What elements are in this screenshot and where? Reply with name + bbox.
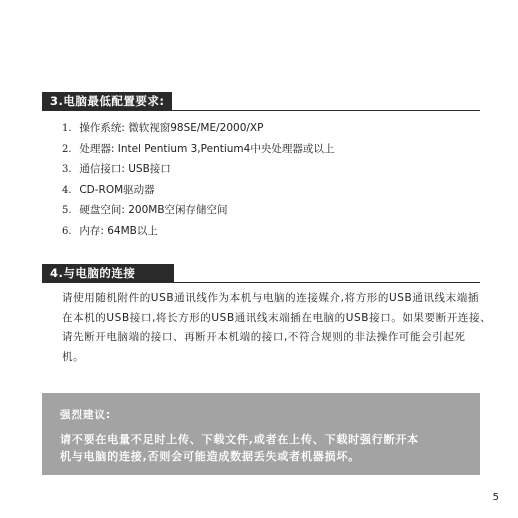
list-item xyxy=(62,121,334,142)
list-item xyxy=(62,183,334,204)
list-item-number: 5. xyxy=(62,205,72,216)
list-item-text: 通信接口: USB接口 xyxy=(79,163,171,175)
list-item-text: 操作系统: 微软视窗98SE/ME/2000/XP xyxy=(79,122,264,134)
warning-title: 强烈建议: xyxy=(60,409,112,421)
section-3-header xyxy=(42,92,480,110)
warning-line: 请不要在电量不足时上传、下载文件,或者在上传、下载时强行断开本 xyxy=(60,433,419,446)
connection-paragraph xyxy=(62,289,490,367)
paragraph-line: 机。 xyxy=(62,350,85,363)
section-4-title: 4.与电脑的连接 xyxy=(42,264,174,282)
section-4-header xyxy=(42,264,480,282)
list-item-text: 内存: 64MB以上 xyxy=(79,224,158,237)
section-3-divider xyxy=(42,110,480,111)
section-3-title: 3.电脑最低配置要求: xyxy=(42,92,172,110)
paragraph-line: 在本机的USB接口,将长方形的USB通讯线末端插在电脑的USB接口。如果要断开连接、 xyxy=(62,311,492,324)
paragraph-line: 请先断开电脑端的接口、再断开本机端的接口,不符合规则的非法操作可能会引起死 xyxy=(62,331,466,343)
list-item xyxy=(62,142,334,163)
list-item-text: 处理器: Intel Pentium 3,Pentium4中央处理器或以上 xyxy=(79,142,335,155)
paragraph-line: 请使用随机附件的USB通讯线作为本机与电脑的连接媒介,将方形的USB通讯线末端插 xyxy=(62,292,479,304)
list-item-number: 4. xyxy=(62,184,72,196)
section-4-divider xyxy=(42,282,480,283)
list-item-number: 2. xyxy=(62,143,72,155)
requirements-list xyxy=(62,121,334,244)
list-item-number: 6. xyxy=(62,225,72,237)
list-item-text: CD-ROM驱动器 xyxy=(79,183,155,196)
list-item xyxy=(62,224,334,245)
warning-body xyxy=(60,431,480,465)
page-number: 5 xyxy=(492,492,499,503)
warning-box xyxy=(42,393,480,475)
warning-line: 机与电脑的连接,否则会可能造成数据丢失或者机器损坏。 xyxy=(60,450,360,463)
list-item-text: 硬盘空间: 200MB空闲存储空间 xyxy=(79,204,228,216)
list-item xyxy=(62,203,334,224)
list-item-number: 3. xyxy=(62,164,72,175)
list-item-number: 1. xyxy=(62,123,72,134)
list-item xyxy=(62,162,334,183)
